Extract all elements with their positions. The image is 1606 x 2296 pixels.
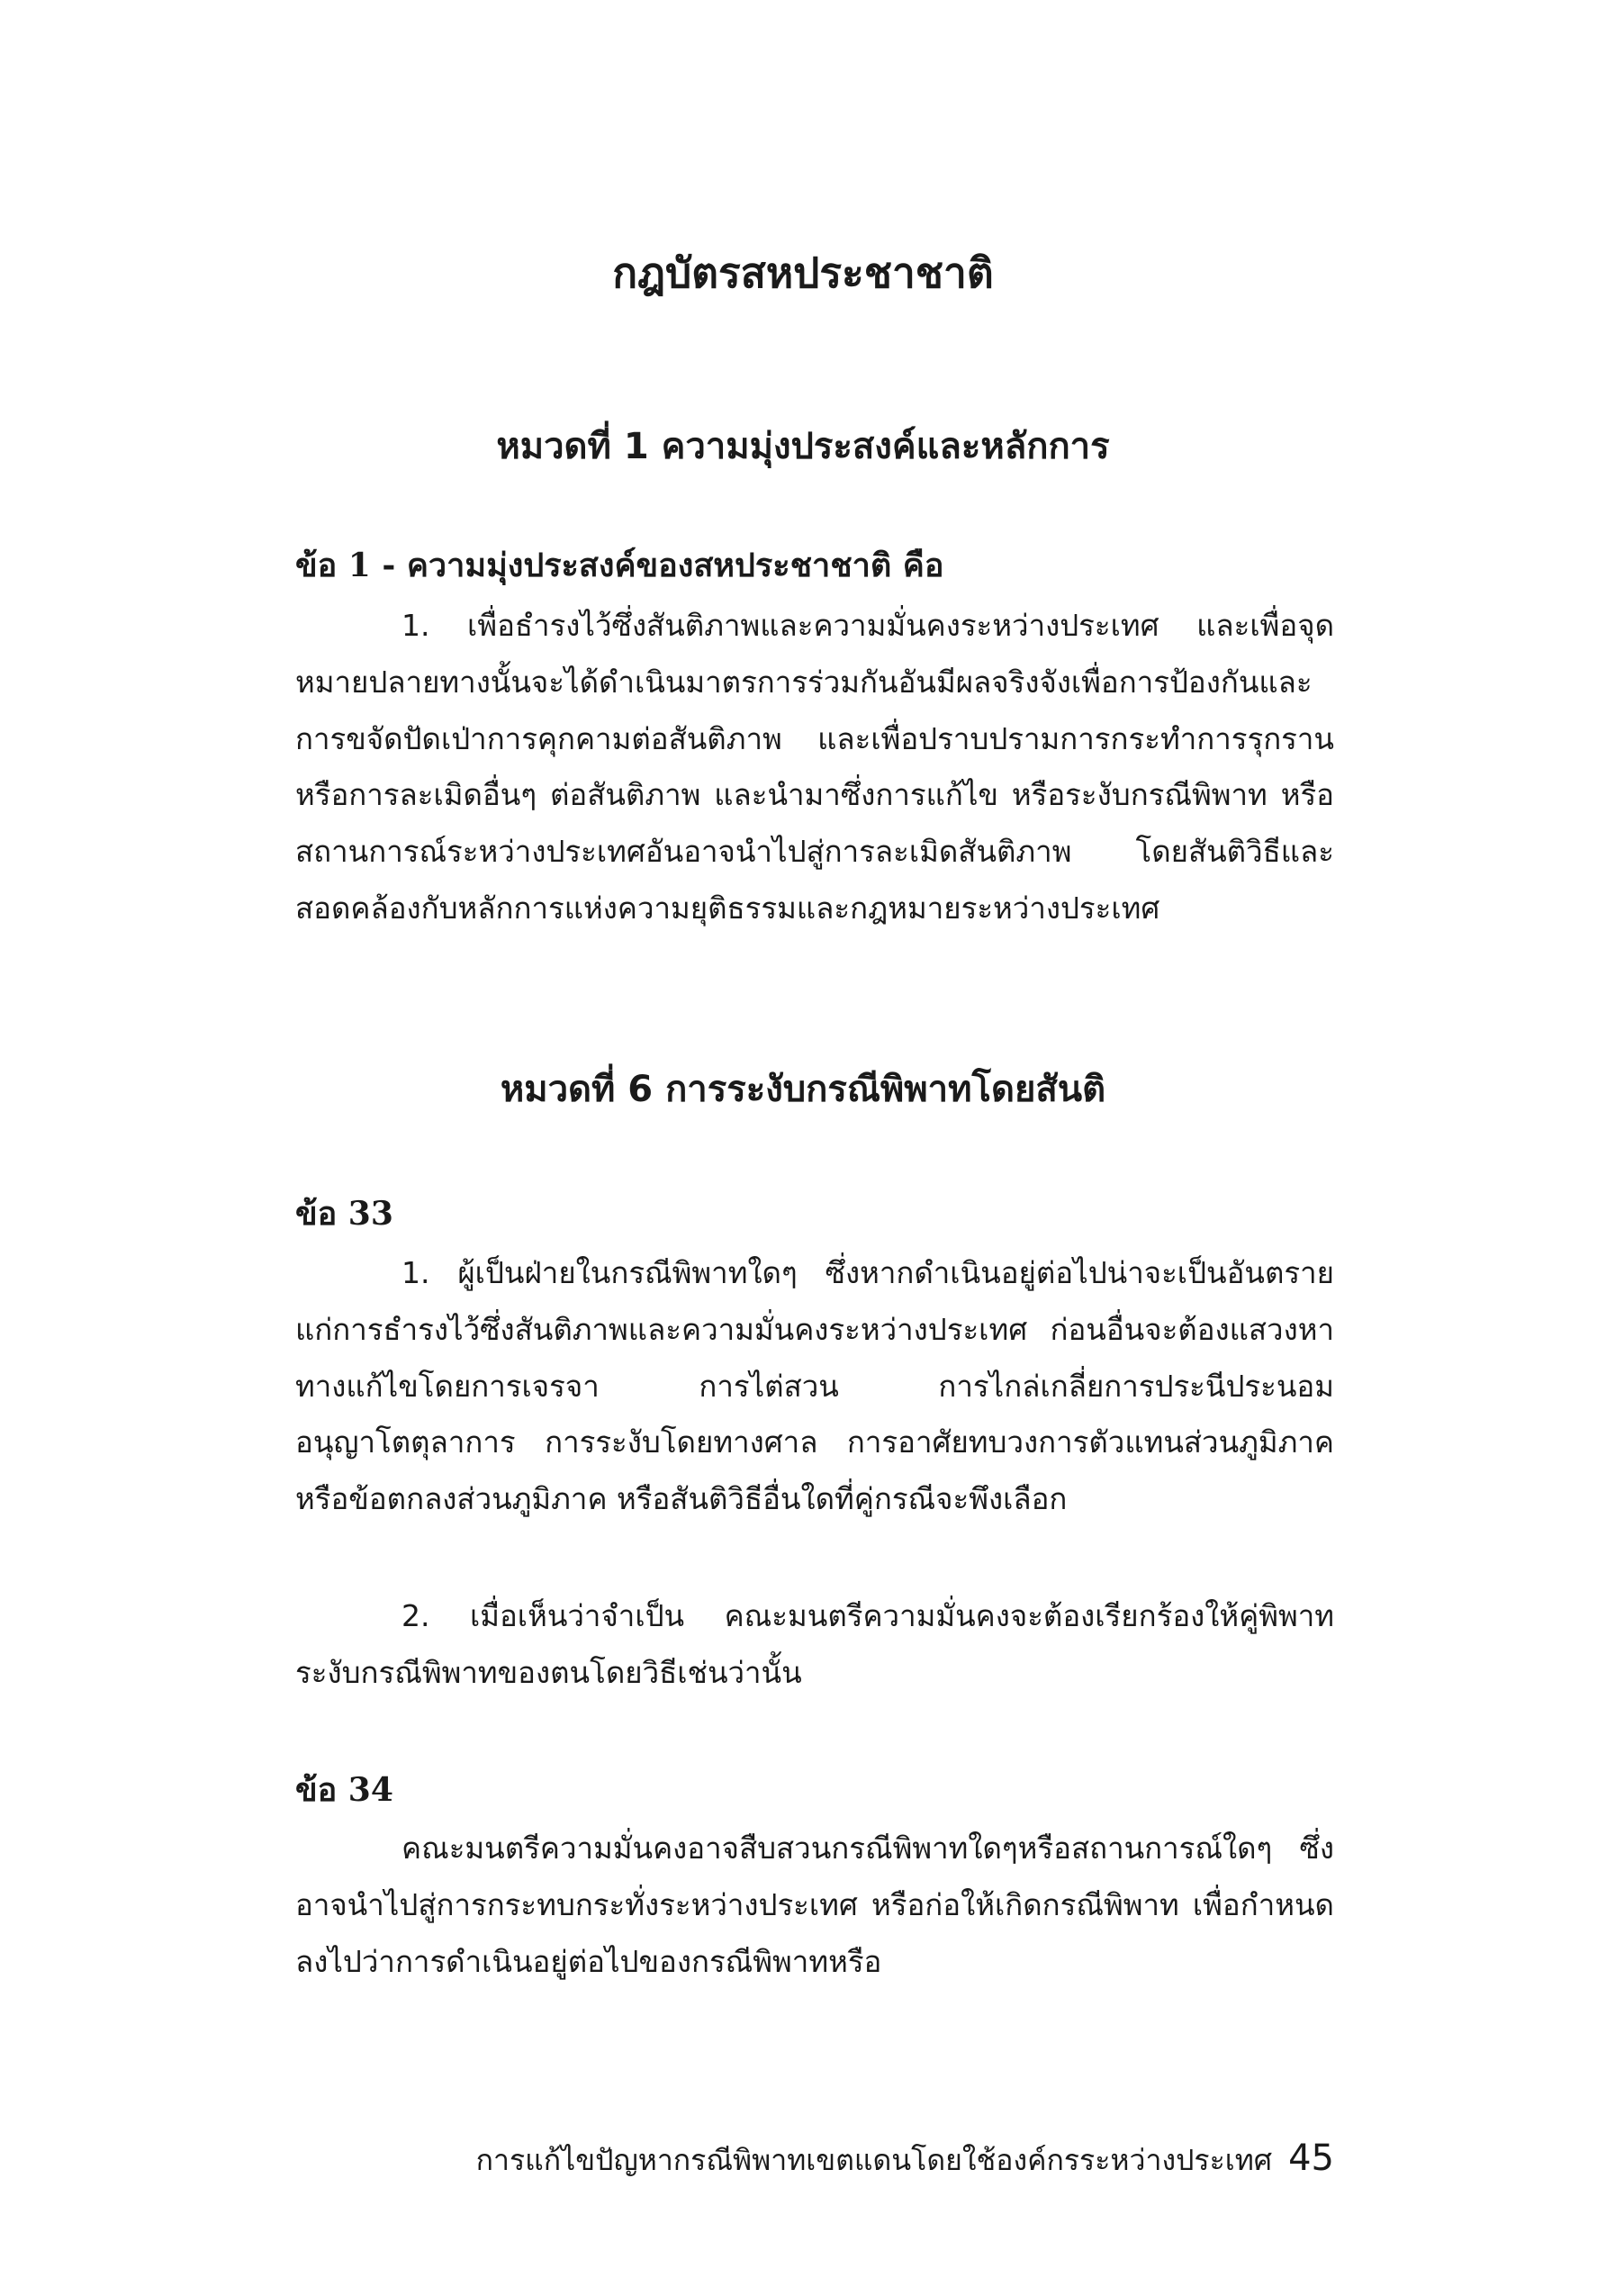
article-34-heading: ข้อ 34	[295, 1771, 393, 1809]
page-footer	[476, 2136, 1334, 2183]
article-34-paragraph-1: คณะมนตรีความมั่นคงอาจสืบสวนกรณีพิพาทใดๆหรือสถานการณ์ใดๆ ซึ่งอาจนำไปสู่การกระทบกระทั่งระหว่างประเทศ หรือก่อให้เกิดกรณีพิพาท เพื่อกำหนดลงไปว่าการดำเนินอยู่ต่อไปของกรณีพิพาทหรือ	[295, 1830, 1334, 1979]
chapter-6-heading: หมวดที่ 6 การระงับกรณีพิพาทโดยสันติ	[500, 1069, 1106, 1110]
article-33-heading: ข้อ 33	[295, 1195, 393, 1233]
page-number: 45	[1288, 2138, 1334, 2179]
page-title: กฎบัตรสหประชาชาติ	[612, 249, 994, 297]
article-1-heading: ข้อ 1 - ความมุ่งประสงค์ของสหประชาชาติ คือ	[295, 547, 944, 584]
article-33-paragraph-2: 2. เมื่อเห็นว่าจำเป็น คณะมนตรีความมั่นคงจะต้องเรียกร้องให้คู่พิพาทระงับกรณีพิพาทของตนโดยวิธีเช่นว่านั้น	[295, 1598, 1334, 1690]
chapter-1-heading: หมวดที่ 1 ความมุ่งประสงค์และหลักการ	[496, 426, 1110, 467]
article-33-paragraph-1: 1. ผู้เป็นฝ่ายในกรณีพิพาทใดๆ ซึ่งหากดำเนินอยู่ต่อไปน่าจะเป็นอันตรายแก่การธำรงไว้ซึ่งสันติภาพและความมั่นคงระหว่างประเทศ ก่อนอื่นจะต้องแสวงหาทางแก้ไขโดยการเจรจา การไต่สวน การไกล่เกลี่ยการประนีประนอมอนุญาโตตุลาการ การระงับโดยทางศาล การอาศัยทบวงการตัวแทนส่วนภูมิภาค หรือข้อตกลงส่วนภูมิภาค หรือสันติวิธีอื่นใดที่คู่กรณีจะพึงเลือก	[295, 1255, 1334, 1517]
running-title: การแก้ไขปัญหากรณีพิพาทเขตแดนโดยใช้องค์กรระหว่างประเทศ	[475, 2143, 1273, 2177]
article-1-paragraph-1: 1. เพื่อธำรงไว้ซึ่งสันติภาพและความมั่นคงระหว่างประเทศ และเพื่อจุดหมายปลายทางนั้นจะได้ดำเนินมาตรการร่วมกันอันมีผลจริงจังเพื่อการป้องกันและการขจัดปัดเป่าการคุกคามต่อสันติภาพ และเพื่อปราบปรามการกระทำการรุกรานหรือการละเมิดอื่นๆ ต่อสันติภาพ และนำมาซึ่งการแก้ไข หรือระงับกรณีพิพาท หรือสถานการณ์ระหว่างประเทศอันอาจนำไปสู่การละเมิดสันติภาพ โดยสันติวิธีและสอดคล้องกับหลักการแห่งความยุติธรรมและกฎหมายระหว่างประเทศ	[295, 608, 1334, 926]
